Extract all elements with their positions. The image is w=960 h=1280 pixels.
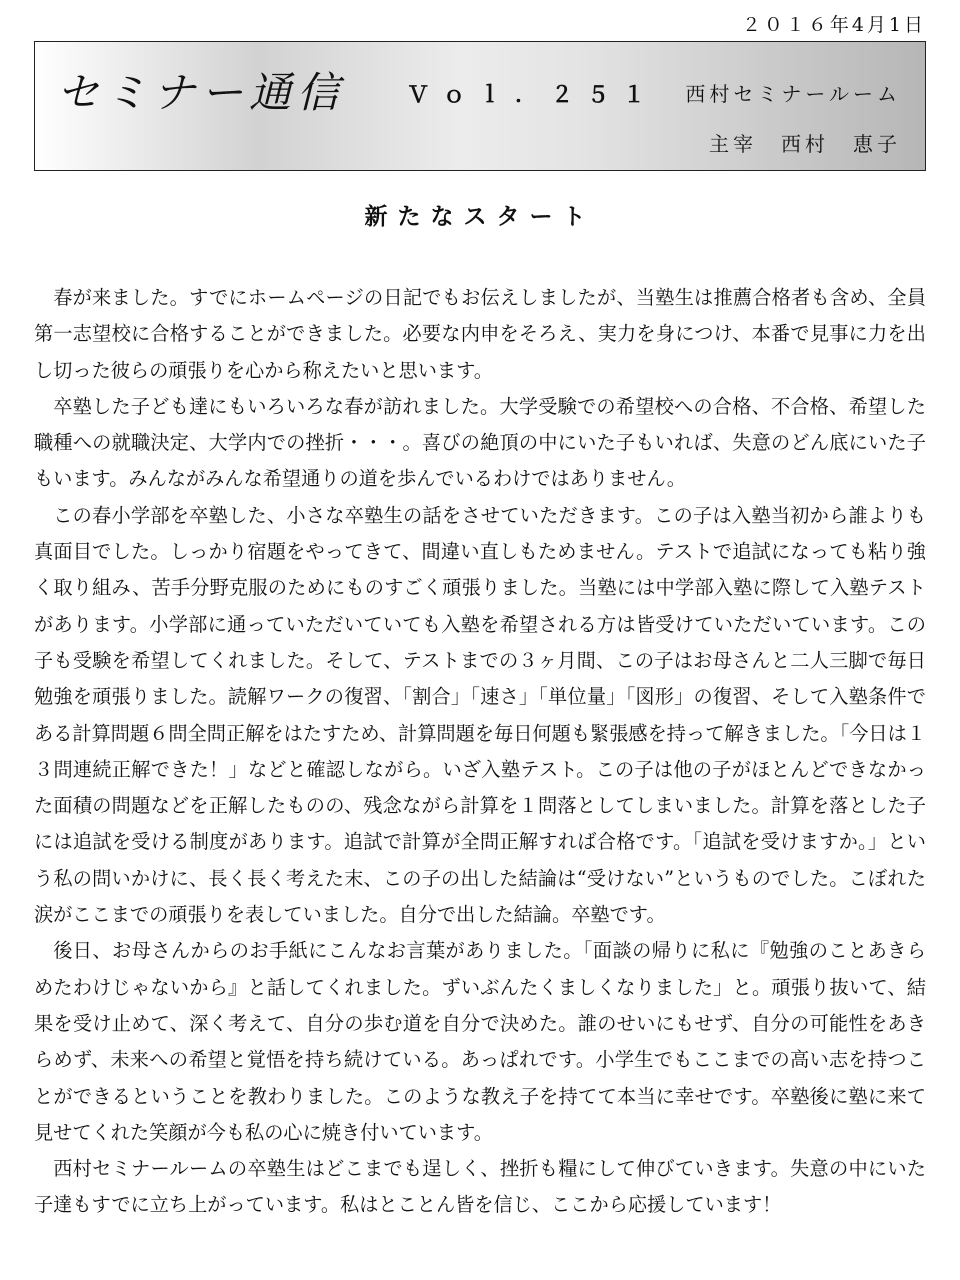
paragraph: この春小学部を卒塾した、小さな卒塾生の話をさせていただきます。この子は入塾当初から誰よりも真面目でした。しっかり宿題をやってきて、間違い直しもためません。テストで追試になっても粘り強く取り組み、苦手分野克服のためにものすごく頑張りました。当塾には中学部入塾に際して入塾テストがあります。小学部に通っていただいていても入塾を希望される方は皆受けていただいています。この子も受験を希望してくれました。そして、テストまでの３ヶ月間、この子はお母さんと二人三脚で毎日勉強を頑張りました。読解ワークの復習、「割合」「速さ」「単位量」「図形」の復習、そして入塾条件である計算問題６問全問正解をはたすため、計算問題を毎日何題も緊張感を持って解きました。「今日は１３問連続正解できた！」などと確認しながら。いざ入塾テスト。この子は他の子がほとんどできなかった面積の問題などを正解したものの、残念ながら計算を１問落としてしまいました。計算を落とした子には追試を受ける制度があります。追試で計算が全問正解すれば合格です。「追試を受けますか。」という私の問いかけに、長く長く考えた末、この子の出した結論は“受けない”というものでした。こぼれた涙がここまでの頑張りを表していました。自分で出した結論。卒塾です。 bbox=[34, 503, 926, 927]
paragraph: 後日、お母さんからのお手紙にこんなお言葉がありました。「面談の帰りに私に『勉強のことあきらめたわけじゃないから』と話してくれました。ずいぶんたくましくなりました」と。頑張り抜いて、結果を受け止めて、深く考えて、自分の歩む道を自分で決めた。誰のせいにもせず、自分の可能性をあきらめず、未来への希望と覚悟を持ち続けている。あっぱれです。小学生でもここまでの高い志を持つことができるということを教わりました。このような教え子を持てて本当に幸せです。卒塾後に塾に来て見せてくれた笑顔が今も私の心に焼き付いています。 bbox=[34, 939, 926, 1144]
newsletter-header bbox=[34, 41, 926, 171]
paragraph: 西村セミナールームの卒塾生はどこまでも逞しく、挫折も糧にして伸びていきます。失意の中にいた子達もすでに立ち上がっています。私はとことん皆を信じ、ここから応援しています！ bbox=[34, 1157, 926, 1217]
editor-name: 主宰 西村 恵子 bbox=[709, 132, 901, 156]
article-body bbox=[34, 280, 926, 1224]
newsletter-title: セミナー通信 bbox=[57, 68, 346, 117]
newsletter-volume: Ｖｏｌ．２５１ bbox=[407, 83, 660, 108]
issue-date: ２０１６年4月1日 bbox=[741, 14, 926, 36]
paragraph: 春が来ました。すでにホームページの日記でもお伝えしましたが、当塾生は推薦合格者も含め、全員第一志望校に合格することができました。必要な内申をそろえ、実力を身につけ、本番で見事に力を出し切った彼らの頑張りを心から称えたいと思います。 bbox=[34, 286, 926, 382]
organization-name: 西村セミナールーム bbox=[685, 82, 901, 106]
paragraph: 卒塾した子ども達にもいろいろな春が訪れました。大学受験での希望校への合格、不合格、希望した職種への就職決定、大学内での挫折・・・。喜びの絶頂の中にいた子もいれば、失意のどん底にいた子もいます。みんながみんな希望通りの道を歩んでいるわけではありません。 bbox=[34, 394, 926, 491]
article-title: 新たなスタート bbox=[364, 204, 596, 230]
